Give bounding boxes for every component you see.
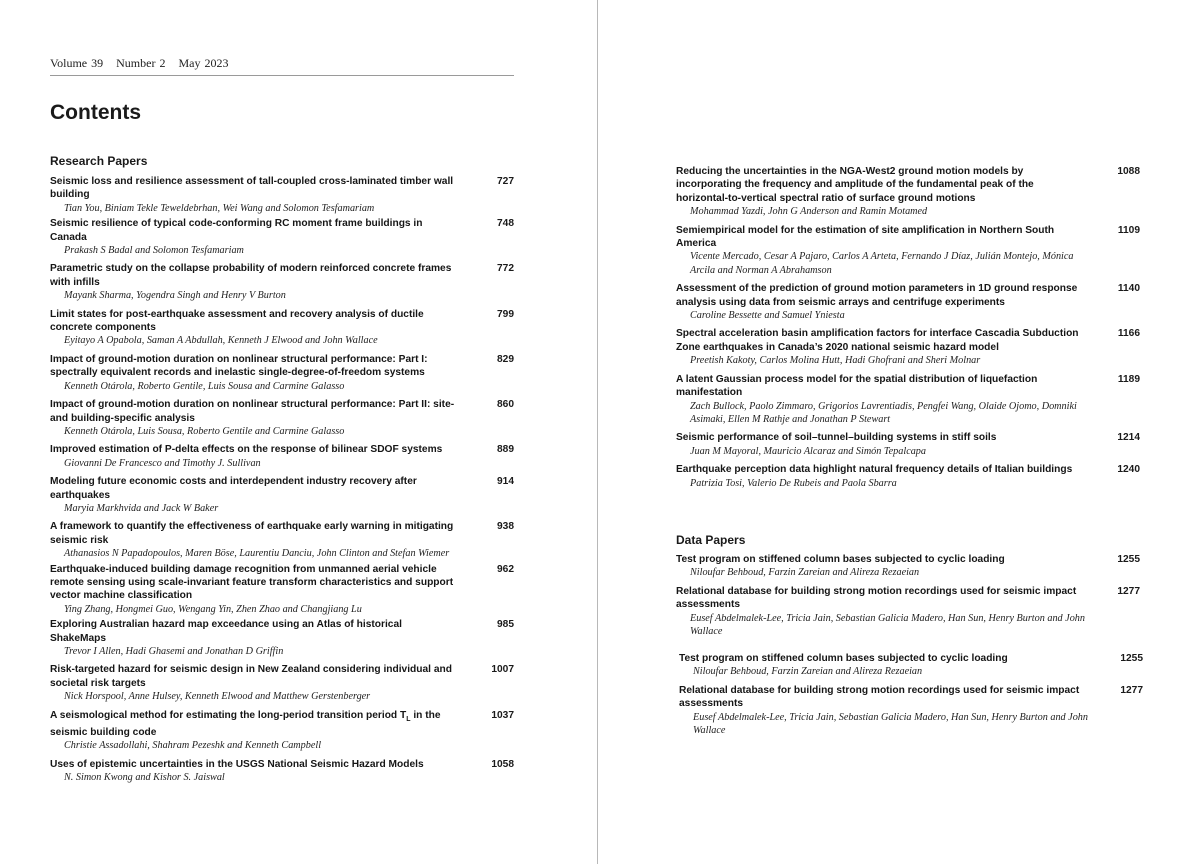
entry-page[interactable]: 799: [497, 308, 514, 320]
entry-page[interactable]: 1109: [1117, 224, 1140, 236]
entry-authors: Vicente Mercado, Cesar A Pajaro, Carlos A Arteta, Fernando J Díaz, Julián Montejo, Mónica Arcila and Norman A Abrahamson: [690, 251, 1074, 276]
entry-authors: Ying Zhang, Hongmei Guo, Wengang Yin, Zhen Zhao and Changjiang Lu: [64, 603, 362, 615]
date-label: May 2023: [178, 56, 229, 70]
entry-page[interactable]: 1277: [1120, 684, 1143, 696]
entry-page[interactable]: 914: [497, 476, 514, 488]
toc-entry[interactable]: [50, 709, 514, 753]
entry-page[interactable]: 829: [497, 353, 514, 365]
toc-entry[interactable]: [676, 463, 1140, 490]
toc-entry[interactable]: [50, 520, 514, 560]
toc-entry[interactable]: [50, 175, 514, 215]
entry-page[interactable]: 1058: [491, 758, 514, 770]
entry-authors: Eyitayo A Opabola, Saman A Abdullah, Kenneth J Elwood and John Wallace: [64, 335, 378, 347]
entry-authors: Kenneth Otárola, Roberto Gentile, Luis Sousa and Carmine Galasso: [64, 380, 345, 392]
entry-title[interactable]: Uses of epistemic uncertainties in the USGS National Seismic Hazard Models: [50, 758, 424, 770]
entry-title[interactable]: Improved estimation of P-delta effects on the response of bilinear SDOF systems: [50, 444, 443, 456]
entry-authors: Maryia Markhvida and Jack W Baker: [64, 502, 219, 514]
toc-entry[interactable]: [50, 217, 514, 257]
entry-title[interactable]: Test program on stiffened column bases subjected to cyclic loading: [676, 554, 1005, 565]
entry-authors: Eusef Abdelmalek-Lee, Tricia Jain, Sebastian Galicia Madero, Han Sun, Henry Burton and John Wallace: [693, 711, 1088, 737]
entry-title[interactable]: Seismic resilience of typical code-conforming RC moment frame buildings in Canada: [50, 218, 423, 243]
data-list-repeat: [679, 652, 1143, 737]
volume-label: Volume 39: [50, 56, 104, 70]
entry-title[interactable]: Limit states for post-earthquake assessment and recovery analysis of ductile concrete components: [50, 308, 424, 334]
header-rule: [50, 75, 514, 76]
toc-entry[interactable]: [50, 618, 514, 658]
data-papers-heading: Data Papers: [676, 533, 746, 547]
entry-page[interactable]: 1140: [1117, 283, 1140, 295]
entry-page[interactable]: 860: [497, 399, 514, 411]
entry-authors: Niloufar Behboud, Farzin Zareian and Alireza Rezaeian: [690, 567, 920, 579]
entry-authors: Eusef Abdelmalek-Lee, Tricia Jain, Sebastian Galicia Madero, Han Sun, Henry Burton and John Wallace: [690, 612, 1085, 638]
toc-entry[interactable]: [676, 282, 1140, 322]
entry-title[interactable]: Impact of ground-motion duration on nonlinear structural performance: Part I: spectrally equivalent records and inelastic single-degree-of-freedom systems: [50, 353, 428, 379]
entry-page[interactable]: 1166: [1117, 328, 1140, 340]
entry-authors: Christie Assadollahi, Shahram Pezeshk and Kenneth Campbell: [64, 740, 322, 752]
entry-authors: Patrizia Tosi, Valerio De Rubeis and Paola Sbarra: [690, 477, 897, 489]
data-list: [676, 553, 1140, 638]
entry-page[interactable]: 748: [497, 218, 514, 230]
entry-authors: Prakash S Badal and Solomon Tesfamariam: [64, 245, 244, 257]
entry-authors: Caroline Bessette and Samuel Yniesta: [690, 310, 845, 322]
research-list-right: [676, 165, 1140, 490]
entry-authors: Preetish Kakoty, Carlos Molina Hutt, Hadi Ghofrani and Sheri Molnar: [690, 355, 981, 367]
toc-entry[interactable]: [50, 398, 514, 438]
toc-entry[interactable]: [50, 475, 514, 515]
research-list-left: [50, 175, 514, 785]
entry-authors: N. Simon Kwong and Kishor S. Jaiswal: [64, 772, 225, 784]
issue-line: [50, 56, 237, 71]
toc-entry[interactable]: [50, 663, 514, 703]
entry-page[interactable]: 727: [497, 176, 514, 187]
entry-page[interactable]: 1277: [1117, 585, 1140, 597]
toc-entry[interactable]: [50, 443, 514, 470]
entry-title[interactable]: Relational database for building strong motion recordings used for seismic impact assessments: [679, 684, 1080, 710]
entry-title[interactable]: Test program on stiffened column bases subjected to cyclic loading: [679, 653, 1008, 664]
entry-title[interactable]: A latent Gaussian process model for the spatial distribution of liquefaction manifestation: [676, 373, 1038, 399]
entry-page[interactable]: 1240: [1117, 464, 1140, 476]
toc-entry[interactable]: [676, 327, 1140, 367]
toc-entry[interactable]: [676, 224, 1140, 278]
left-page: [0, 0, 597, 864]
entry-authors: Nick Horspool, Anne Hulsey, Kenneth Elwood and Matthew Gerstenberger: [64, 691, 371, 703]
entry-page[interactable]: 1007: [491, 664, 514, 676]
entry-title[interactable]: Earthquake perception data highlight natural frequency details of Italian buildings: [676, 464, 1073, 476]
entry-page[interactable]: 1255: [1120, 653, 1143, 664]
entry-page[interactable]: 1037: [491, 709, 514, 721]
toc-entry[interactable]: [679, 684, 1143, 738]
toc-entry[interactable]: [676, 553, 1140, 580]
entry-authors: Giovanni De Francesco and Timothy J. Sullivan: [64, 457, 261, 469]
entry-page[interactable]: 1214: [1117, 432, 1140, 444]
entry-page[interactable]: 889: [497, 444, 514, 456]
entry-title[interactable]: Spectral acceleration basin amplification factors for interface Cascadia Subduction Zone earthquakes in Canada’s 2020 national seismic hazard model: [676, 328, 1079, 353]
entry-authors: Zach Bullock, Paolo Zimmaro, Grigorios Lavrentiadis, Pengfei Wang, Olaide Ojomo, Domniki Asimaki, Ellen M Rathje and Jonathan P Stewart: [690, 400, 1077, 425]
entry-title[interactable]: Seismic performance of soil–tunnel–building systems in stiff soils: [676, 432, 997, 444]
entry-title[interactable]: A seismological method for estimating the long-period transition period $T_L$ in the seismic building code: [50, 709, 441, 739]
entry-title[interactable]: Earthquake-induced building damage recognition from unmanned aerial vehicle remote sensing using scale-invariant feature transform characteristics and support vector machine classification: [50, 563, 454, 602]
page-title: Contents: [50, 101, 141, 124]
toc-entry[interactable]: [676, 165, 1140, 219]
entry-title[interactable]: Modeling future economic costs and interdependent industry recovery after earthquakes: [50, 476, 417, 501]
toc-entry[interactable]: [50, 308, 514, 348]
entry-page[interactable]: 938: [497, 521, 514, 533]
entry-authors: Mohammad Yazdi, John G Anderson and Ramin Motamed: [690, 206, 928, 218]
entry-authors: Mayank Sharma, Yogendra Singh and Henry V Burton: [64, 290, 286, 302]
number-label: Number 2: [116, 56, 166, 70]
toc-entry[interactable]: [50, 563, 514, 617]
entry-page[interactable]: 772: [497, 263, 514, 275]
entry-authors: Niloufar Behboud, Farzin Zareian and Alireza Rezaeian: [693, 666, 923, 678]
entry-page[interactable]: 985: [497, 619, 514, 631]
toc-entry[interactable]: [50, 758, 514, 785]
entry-title[interactable]: Exploring Australian hazard map exceedance using an Atlas of historical ShakeMaps: [50, 619, 402, 644]
toc-entry[interactable]: [676, 373, 1140, 427]
entry-authors: Athanasios N Papadopoulos, Maren Böse, Laurentiu Danciu, John Clinton and Stefan Wiemer: [64, 548, 450, 560]
entry-title[interactable]: Impact of ground-motion duration on nonlinear structural performance: Part II: site- and building-specific analysis: [50, 399, 455, 424]
toc-entry[interactable]: [50, 262, 514, 302]
entry-title[interactable]: Parametric study on the collapse probability of modern reinforced concrete frames with infills: [50, 263, 452, 288]
entry-authors: Juan M Mayoral, Mauricio Alcaraz and Simón Tepalcapa: [690, 445, 926, 457]
entry-authors: Trevor I Allen, Hadi Ghasemi and Jonathan D Griffin: [64, 646, 284, 657]
toc-entry[interactable]: [676, 431, 1140, 458]
entry-page[interactable]: 1255: [1117, 554, 1140, 565]
toc-entry[interactable]: [679, 652, 1143, 679]
entry-title[interactable]: Assessment of the prediction of ground motion parameters in 1D ground response analysis using data from seismic arrays and centrifuge experiments: [676, 283, 1078, 308]
research-papers-heading: Research Papers: [50, 154, 148, 168]
entry-title[interactable]: Seismic loss and resilience assessment of tall-coupled cross-laminated timber wall building: [50, 176, 454, 201]
entry-title[interactable]: Reducing the uncertainties in the NGA-West2 ground motion models by incorporating the frequency and amplitude of the fundamental peak of the horizontal-to-vertical spectral ratio of surface ground motions: [676, 166, 1034, 204]
entry-title[interactable]: Semiempirical model for the estimation of site amplification in Northern South America: [676, 224, 1055, 250]
toc-entry[interactable]: [676, 585, 1140, 639]
entry-authors: Kenneth Otárola, Luis Sousa, Roberto Gentile and Carmine Galasso: [64, 425, 345, 437]
right-page: [598, 0, 1200, 864]
entry-authors: Tian You, Biniam Tekle Teweldebrhan, Wei Wang and Solomon Tesfamariam: [64, 202, 375, 214]
toc-entry[interactable]: [50, 353, 514, 393]
entry-page[interactable]: 1088: [1117, 166, 1140, 177]
entry-title[interactable]: A framework to quantify the effectiveness of earthquake early warning in mitigating seismic risk: [50, 521, 454, 546]
entry-title[interactable]: Relational database for building strong motion recordings used for seismic impact assessments: [676, 585, 1077, 611]
entry-page[interactable]: 962: [497, 563, 514, 575]
entry-page[interactable]: 1189: [1117, 373, 1140, 385]
entry-title[interactable]: Risk-targeted hazard for seismic design in New Zealand considering individual and societal risk targets: [50, 664, 452, 689]
